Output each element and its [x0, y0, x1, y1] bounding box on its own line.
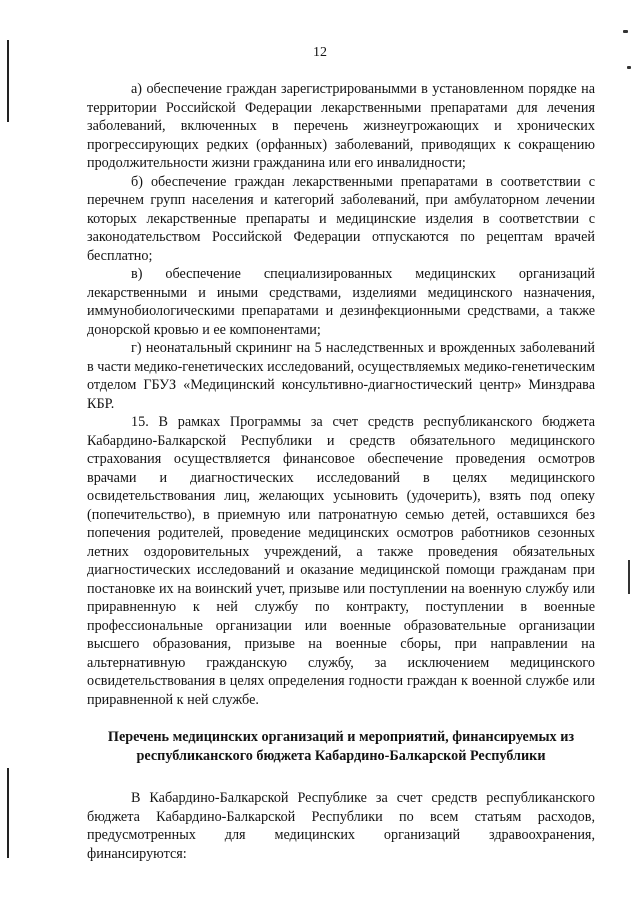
scan-edge-mark: [7, 768, 9, 858]
scan-speck: [623, 30, 628, 33]
scan-edge-mark: [628, 560, 630, 594]
paragraph-item-v: в) обеспечение специализированных медицинских организаций лекарственными и иными средствами, изделиями медицинского назначения, иммунобиологическими препаратами и дезинфекционными средствами, а также донорской кровью и ее компонентами;: [87, 266, 595, 338]
paragraph-item-g: г) неонатальный скрининг на 5 наследственных и врожденных заболеваний в части медико-генетических исследований, осуществляемых медико-генетическим отделом ГБУЗ «Медицинский консультивно-диагностический центр» Минздрава КБР.: [87, 340, 595, 412]
document-body: [87, 80, 595, 863]
page-number: 12: [313, 45, 327, 60]
scan-speck: [627, 66, 631, 69]
paragraph-item-b: б) обеспечение граждан лекарственными препаратами в соответствии с перечнем групп населения и категорий заболеваний, при амбулаторном лечении которых лекарственные препараты и медицинские изделия в соответствии с законодательством Российской Федерации отпускаются по рецептам врачей бесплатно;: [87, 173, 595, 264]
paragraph-item-a: а) обеспечение граждан зарегистрированымми в установленном порядке на территории Российской Федерации лекарственными препаратами для лечения заболеваний, включенных в перечень жизнеугрожающих и хронических прогрессирующих редких (орфанных) заболеваний, приводящих к сокращению продолжительности жизни гражданина или его инвалидности;: [87, 81, 595, 171]
closing-paragraph: В Кабардино-Балкарской Республике за счет средств республиканского бюджета Кабардино-Балкарской Республики по всем статьям расходов, предусмотренных для медицинских организаций здравоохранения, финансируются:: [87, 790, 595, 862]
scan-edge-mark: [7, 40, 9, 122]
paragraph-section-15: 15. В рамках Программы за счет средств республиканского бюджета Кабардино-Балкарской Республики и средств обязательного медицинского страхования осуществляется финансовое обеспечение проведения осмотров врачами и диагностических исследований в целях медицинского освидетельствования лиц, желающих усыновить (удочерить), взять под опеку (попечительство), в приемную или патронатную семью детей, оставшихся без попечения родителей, проведение медицинских осмотров работников сезонных летних оздоровительных учреждений, а также проведения обязательных диагностических исследований и оказание медицинской помощи гражданам при постановке их на воинский учет, призыве или поступлении на военную службу или приравненную к ней службу по контракту, поступлении в военные профессиональные организации или военные образовательные организации высшего образования, призыве на военные сборы, при направлении на альтернативную гражданскую службу, за исключением медицинского освидетельствования в целях определения годности граждан к военной службе или приравненной к ней службе.: [87, 414, 595, 708]
section-heading: Перечень медицинских организаций и мероприятий, финансируемых из республиканского бюджета Кабардино-Балкарской Республики: [107, 729, 575, 764]
